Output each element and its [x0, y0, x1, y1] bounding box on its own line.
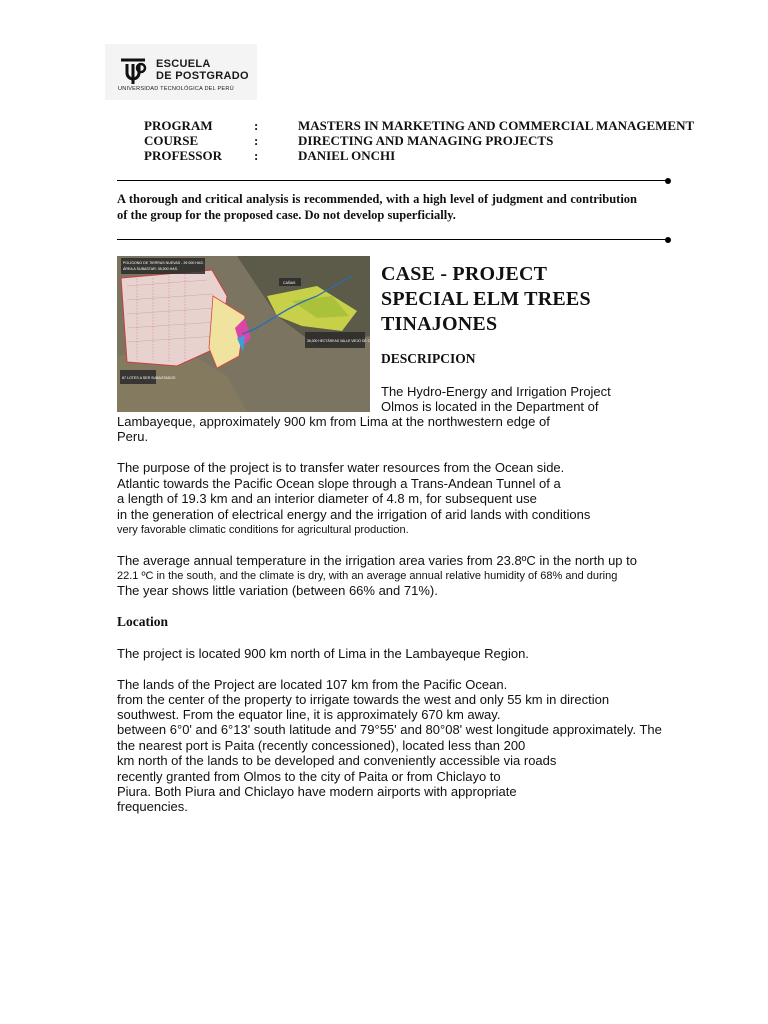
paragraph-line: Atlantic towards the Pacific Ocean slope through a Trans-Andean Tunnel of a: [117, 476, 561, 491]
meta-key: PROFESSOR: [144, 148, 223, 163]
divider-dot: [665, 237, 671, 243]
paragraph-line: Piura. Both Piura and Chiclayo have modern airports with appropriate: [117, 784, 517, 799]
meta-key: COURSE: [144, 133, 199, 148]
paragraph-line: between 6°0' and 6°13' south latitude and 79°55' and 80°08' west longitude approximately. The: [117, 722, 662, 737]
paragraph-line: frequencies.: [117, 799, 188, 814]
map-label-e: CAÑAS: [283, 281, 296, 285]
paragraph-line: km north of the lands to be developed and conveniently accessible via roads: [117, 753, 557, 768]
description-heading: DESCRIPCION: [381, 351, 476, 366]
meta-value: MASTERS IN MARKETING AND COMMERCIAL MANAGEMENT: [298, 118, 695, 133]
paragraph-line: Lambayeque, approximately 900 km from Lima at the northwestern edge of: [117, 414, 550, 429]
paragraph-line: The purpose of the project is to transfer water resources from the Ocean side.: [117, 460, 565, 475]
divider-line: [117, 180, 667, 181]
intro-note: A thorough and critical analysis is recommended, with a high level of judgment and contribution of the group for the proposed case. Do not develop superficially.: [117, 192, 637, 222]
paragraph-line: The Hydro-Energy and Irrigation Project: [381, 384, 611, 399]
divider-line: [117, 239, 667, 240]
paragraph-line: The project is located 900 km north of Lima in the Lambayeque Region.: [117, 646, 529, 661]
university-logo-icon: [118, 56, 148, 86]
paragraph-line: The average annual temperature in the irrigation area varies from 23.8ºC in the north up to: [117, 553, 637, 568]
paragraph-line: Peru.: [117, 429, 149, 444]
project-map-image: [117, 256, 380, 412]
meta-value: DIRECTING AND MANAGING PROJECTS: [298, 133, 554, 148]
map-label-a: POLÍGONO DE TIERRAS NUEVAS - 39 000 HAS.: [123, 261, 204, 265]
logo-text-line3: UNIVERSIDAD TECNOLÓGICA DEL PERÚ: [118, 86, 234, 92]
meta-colon: :: [254, 118, 259, 133]
case-title-line1: CASE - PROJECT: [381, 263, 548, 285]
map-label-b: ÁREA A SUBASTAR: 38,500 HAS.: [123, 267, 179, 271]
paragraph-line: from the center of the property to irrigate towards the west and only 55 km in direction: [117, 692, 610, 707]
paragraph-line: the nearest port is Paita (recently concessioned), located less than 200: [117, 738, 526, 753]
logo-text-line2: DE POSTGRADO: [156, 70, 249, 82]
paragraph-line: a length of 19.3 km and an interior diameter of 4.8 m, for subsequent use: [117, 491, 537, 506]
case-title-line3: TINAJONES: [381, 313, 498, 335]
meta-key: PROGRAM: [144, 118, 213, 133]
paragraph-line: recently granted from Olmos to the city of Paita or from Chiclayo to: [117, 769, 501, 784]
meta-colon: :: [254, 148, 259, 163]
paragraph-line: very favorable climatic conditions for agricultural production.: [117, 524, 409, 536]
paragraph-line: The year shows little variation (between 66% and 71%).: [117, 583, 438, 598]
location-heading: Location: [117, 614, 169, 629]
paragraph-line: 22.1 ºC in the south, and the climate is dry, with an average annual relative humidity of 68% and during: [117, 570, 618, 582]
paragraph-line: Olmos is located in the Department of: [381, 399, 599, 414]
map-label-c: 87 LOTES A SER SUBASTADOS: [122, 376, 176, 380]
case-title: [381, 262, 591, 337]
case-title-line2: SPECIAL ELM TREES: [381, 288, 591, 310]
logo-text-line1: ESCUELA: [156, 58, 211, 70]
meta-colon: :: [254, 133, 259, 148]
paragraph-line: southwest. From the equator line, it is approximately 670 km away.: [117, 707, 501, 722]
map-label-d: 35,000 HECTÁREAS VALLE VIEJO DE OLMOS: [307, 339, 380, 343]
meta-value: DANIEL ONCHI: [298, 148, 396, 163]
paragraph-line: The lands of the Project are located 107 km from the Pacific Ocean.: [117, 677, 508, 692]
divider-dot: [665, 178, 671, 184]
paragraph-line: in the generation of electrical energy and the irrigation of arid lands with conditions: [117, 507, 591, 522]
